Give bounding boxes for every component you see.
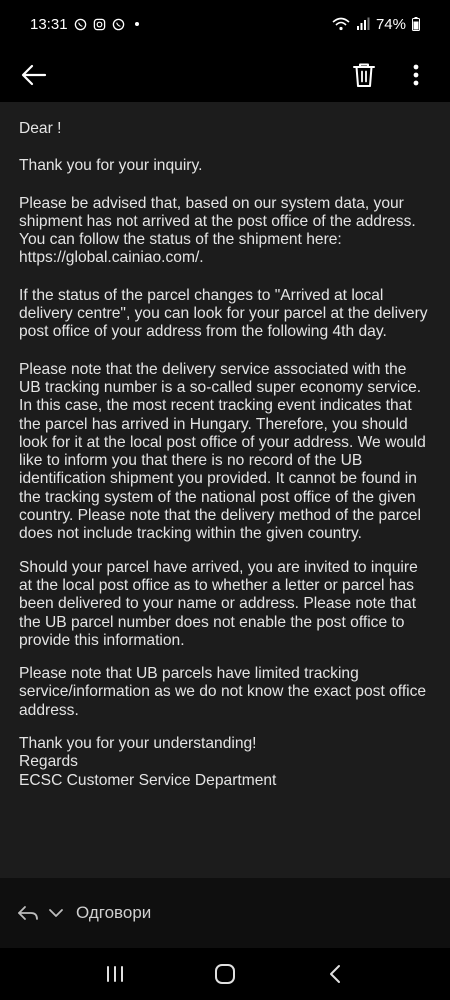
- navigation-bar: [0, 948, 450, 1000]
- trash-icon: [352, 62, 376, 88]
- message-greeting: Dear !: [19, 120, 62, 137]
- status-right: [332, 16, 420, 33]
- message-closing: [19, 735, 431, 790]
- message-body: [0, 102, 450, 878]
- viber-icon: [74, 18, 87, 31]
- message-paragraph-1: Thank you for your inquiry.: [19, 157, 203, 175]
- reply-icon: [16, 904, 40, 922]
- notification-dot-icon: [135, 22, 139, 26]
- message-paragraph-3: If the status of the parcel changes to "Arrived at local delivery centre", you can look for your parcel at the delivery post office of your address from the following 4th day.: [19, 286, 428, 341]
- status-time: 13:31: [30, 15, 68, 33]
- status-bar: [0, 0, 450, 48]
- home-button[interactable]: [209, 958, 241, 990]
- delete-button[interactable]: [348, 59, 380, 91]
- nav-back-button[interactable]: [319, 958, 351, 990]
- message-paragraph-6: Please note that UB parcels have limited tracking service/information as we do not know the exact post office address.: [19, 665, 427, 719]
- battery-percent: 74%: [375, 15, 406, 33]
- app-bar-actions: [348, 59, 432, 91]
- message-paragraph-2: Please be advised that, based on our system data, your shipment has not arrived at the post office of the address. You can follow the status of the shipment here: https://global.cainiao.com/.: [19, 194, 416, 267]
- closing-thanks: Thank you for your understanding!: [19, 735, 257, 753]
- status-left: [30, 16, 139, 33]
- recent-apps-button[interactable]: [99, 958, 131, 990]
- app-bar: [0, 48, 450, 102]
- closing-regards: Regards: [19, 753, 78, 771]
- signal-icon: [356, 17, 370, 31]
- reply-bar[interactable]: [0, 878, 450, 948]
- back-arrow-icon: [21, 64, 47, 86]
- chevron-left-icon: [328, 964, 342, 984]
- more-options-button[interactable]: [400, 59, 432, 91]
- closing-signature: ECSC Customer Service Department: [19, 771, 277, 789]
- more-vert-icon: [413, 64, 419, 86]
- wifi-icon: [332, 17, 350, 31]
- home-icon: [213, 963, 237, 985]
- message-paragraph-5: Should your parcel have arrived, you are invited to inquire at the local post office as to whether a letter or parcel has been delivered to your name or address. Please note that the UB parcel number does not enable the post office to provide this information.: [19, 558, 418, 649]
- chevron-down-icon[interactable]: [48, 907, 64, 919]
- instagram-icon: [93, 18, 106, 31]
- viber-icon-2: [112, 18, 125, 31]
- recent-apps-icon: [105, 965, 125, 983]
- battery-icon: [412, 17, 420, 31]
- back-button[interactable]: [18, 59, 50, 91]
- reply-label[interactable]: Одговори: [76, 903, 152, 922]
- message-paragraph-4: Please note that the delivery service associated with the UB tracking number is a so-called super economy service. In this case, the most recent tracking event indicates that the parcel has arrived in Hungary. Therefore, you should look for it at the local post office of your address. We would like to inform you that there is no record of the UB identification shipment you provided. It cannot be found in the tracking system of the national post office of the given country. Please note that the delivery method of the parcel does not include tracking within the given country.: [19, 360, 426, 543]
